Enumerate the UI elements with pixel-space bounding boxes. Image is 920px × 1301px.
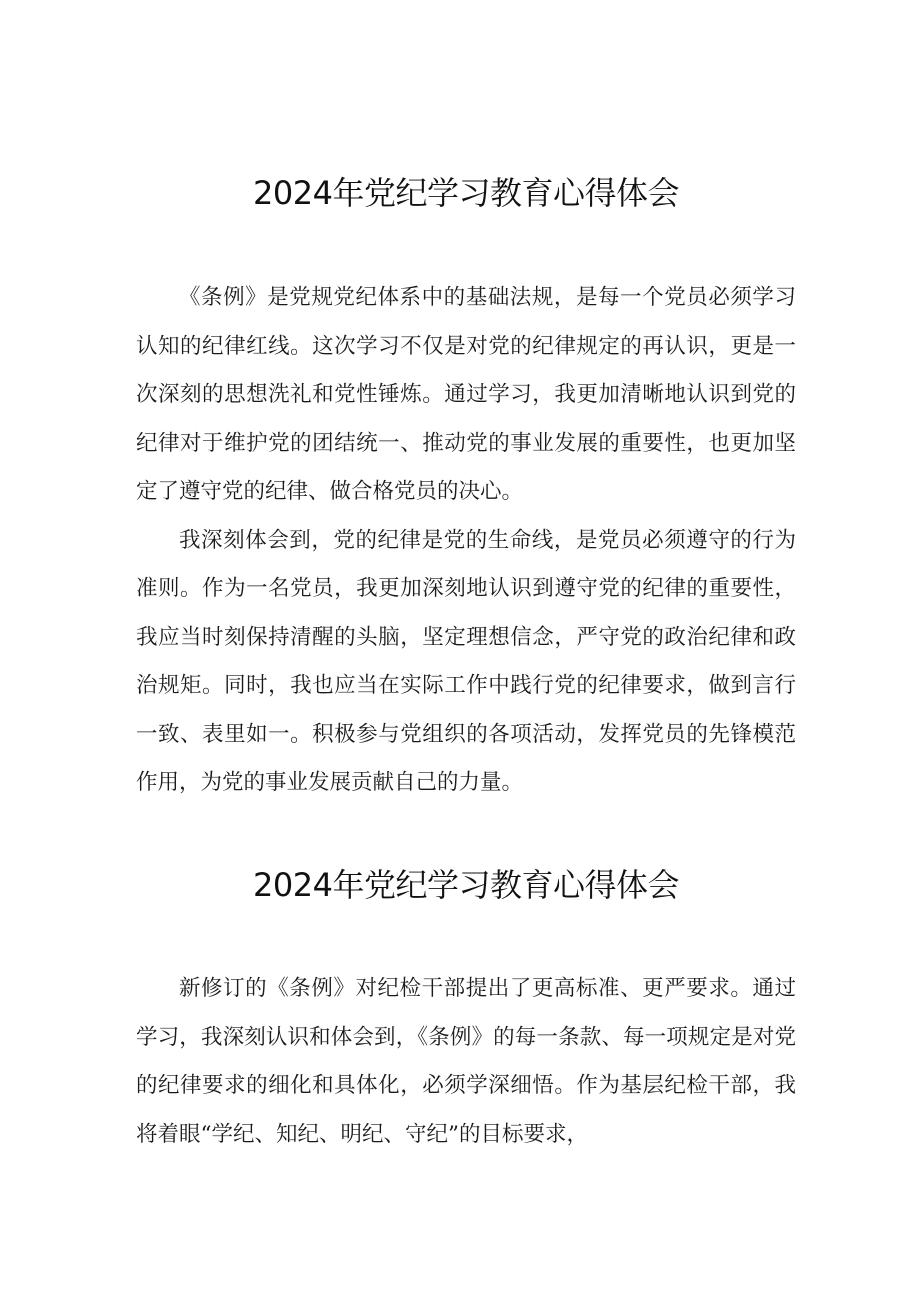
paragraph: 我深刻体会到，党的纪律是党的生命线，是党员必须遵守的行为准则。作为一名党员，我更加深刻地认识到遵守党的纪律的重要性，我应当时刻保持清醒的头脑，坚定理想信念，严守党的政治纪律和政治规矩。同时，我也应当在实际工作中践行党的纪律要求，做到言行一致、表里如一。积极参与党组织的各项活动，发挥党员的先锋模范作用，为党的事业发展贡献自己的力量。 xyxy=(136,527,796,795)
article-section-1 xyxy=(136,165,796,808)
article-title: 2024年党纪学习教育心得体会 xyxy=(253,866,679,904)
article-title: 2024年党纪学习教育心得体会 xyxy=(253,174,679,212)
paragraph: 《条例》是党规党纪体系中的基础法规，是每一个党员必须学习认知的纪律红线。这次学习不仅是对党的纪律规定的再认识，更是一次深刻的思想洗礼和党性锤炼。通过学习，我更加清晰地认识到党的纪律对于维护党的团结统一、推动党的事业发展的重要性，也更加坚定了遵守党的纪律、做合格党员的决心。 xyxy=(136,285,796,504)
paragraph: 新修订的《条例》对纪检干部提出了更高标准、更严要求。通过学习，我深刻认识和体会到，《条例》的每一条款、每一项规定是对党的纪律要求的细化和具体化，必须学深细悟。作为基层纪检干部，我将着眼“学纪、知纪、明纪、守纪”的目标要求， xyxy=(136,976,796,1147)
article-section-2 xyxy=(136,857,796,1159)
